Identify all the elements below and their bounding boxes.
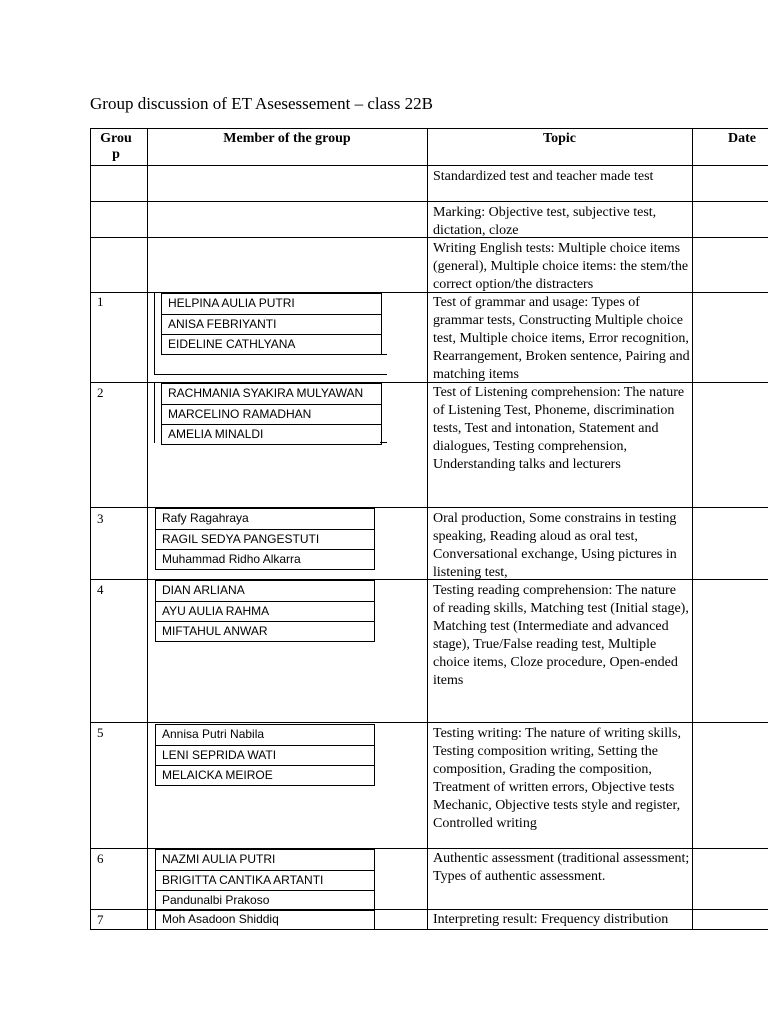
member-name: BRIGITTA CANTIKA ARTANTI bbox=[156, 870, 374, 890]
table-column-border bbox=[692, 128, 693, 930]
member-name: Rafy Ragahraya bbox=[162, 511, 249, 525]
header-date: Date bbox=[728, 131, 756, 146]
topic-cell: Test of Listening comprehension: The nature of Listening Test, Phoneme, discrimination tests, Test and intonation, Statement and dialogues, Testing comprehension, Understanding talks and lecturers bbox=[433, 385, 685, 472]
topic-cell: Testing writing: The nature of writing skills, Testing composition writing, Setting the composition, Grading the composition, Treatment of written errors, Objective tests Mechanic, Objective tests style and register, Controlled writing bbox=[433, 726, 682, 831]
member-name: RACHMANIA SYAKIRA MULYAWAN bbox=[168, 386, 364, 400]
group-number: 6 bbox=[97, 851, 104, 866]
table-row-border bbox=[90, 165, 768, 166]
topic-cell: Test of grammar and usage: Types of grammar tests, Constructing Multiple choice test, Multiple choice items, Error recognition, Rearrangement, Broken sentence, Pairing and matching items bbox=[433, 295, 690, 382]
group-number: 4 bbox=[97, 582, 104, 597]
topic-cell: Oral production, Some constrains in testing speaking, Reading aloud as oral test, Conversational exchange, Using pictures in listening test, bbox=[433, 511, 677, 579]
table-column-border bbox=[90, 128, 91, 930]
member-name: Moh Asadoon Shiddiq bbox=[162, 912, 279, 926]
member-list bbox=[155, 849, 375, 911]
member-name: LENI SEPRIDA WATI bbox=[156, 745, 374, 765]
member-name: AMELIA MINALDI bbox=[162, 424, 381, 444]
member-name: Annisa Putri Nabila bbox=[162, 727, 265, 741]
topic-cell: Writing English tests: Multiple choice items (general), Multiple choice items: the stem/the correct option/the distracters bbox=[433, 241, 689, 292]
cell-border bbox=[154, 293, 155, 375]
member-name: DIAN ARLIANA bbox=[162, 583, 245, 597]
topic-cell: Authentic assessment (traditional assessment; Types of authentic assessment. bbox=[433, 851, 690, 884]
member-name: MELAICKA MEIROE bbox=[156, 765, 374, 785]
member-list bbox=[161, 293, 382, 355]
header-group: Grou p bbox=[100, 131, 132, 162]
topic-cell: Interpreting result: Frequency distribution bbox=[433, 912, 669, 927]
group-number: 3 bbox=[97, 511, 104, 526]
member-name: Muhammad Ridho Alkarra bbox=[156, 549, 374, 569]
member-name: NAZMI AULIA PUTRI bbox=[162, 852, 276, 866]
member-list bbox=[155, 724, 375, 786]
cell-border bbox=[380, 442, 387, 443]
member-list bbox=[161, 383, 382, 445]
member-name: RAGIL SEDYA PANGESTUTI bbox=[156, 529, 374, 549]
document-title: Group discussion of ET Asesessement – class 22B bbox=[90, 94, 433, 113]
topic-cell: Marking: Objective test, subjective test, dictation, cloze bbox=[433, 205, 657, 237]
cell-border bbox=[154, 374, 387, 375]
member-name: ANISA FEBRIYANTI bbox=[162, 314, 381, 334]
member-name: EIDELINE CATHLYANA bbox=[162, 334, 381, 354]
member-name: AYU AULIA RAHMA bbox=[156, 601, 374, 621]
table-column-border bbox=[147, 128, 148, 930]
member-name: HELPINA AULIA PUTRI bbox=[168, 296, 295, 310]
table-row-border bbox=[90, 201, 768, 202]
group-number: 5 bbox=[97, 725, 104, 740]
group-number: 7 bbox=[97, 912, 104, 927]
table-row-border bbox=[90, 722, 768, 723]
table-row-border bbox=[90, 237, 768, 238]
table-column-border bbox=[427, 128, 428, 930]
group-number: 1 bbox=[97, 294, 104, 309]
member-list bbox=[155, 909, 375, 930]
member-list bbox=[155, 580, 375, 642]
member-name: MARCELINO RAMADHAN bbox=[162, 404, 381, 424]
cell-border bbox=[154, 383, 155, 443]
header-members: Member of the group bbox=[223, 131, 351, 146]
member-name: MIFTAHUL ANWAR bbox=[156, 621, 374, 641]
topic-cell: Testing reading comprehension: The nature of reading skills, Matching test (Initial stage), Matching test (Intermediate and advanced stage), True/False reading test, Multiple choice items, Cloze procedure, Open-ended items bbox=[433, 583, 689, 688]
member-list bbox=[155, 508, 375, 570]
topic-cell: Standardized test and teacher made test bbox=[433, 169, 654, 184]
cell-border bbox=[380, 354, 387, 355]
table-row-border bbox=[90, 128, 768, 129]
member-name: Pandunalbi Prakoso bbox=[156, 890, 374, 910]
group-number: 2 bbox=[97, 385, 104, 400]
header-topic: Topic bbox=[543, 131, 576, 146]
